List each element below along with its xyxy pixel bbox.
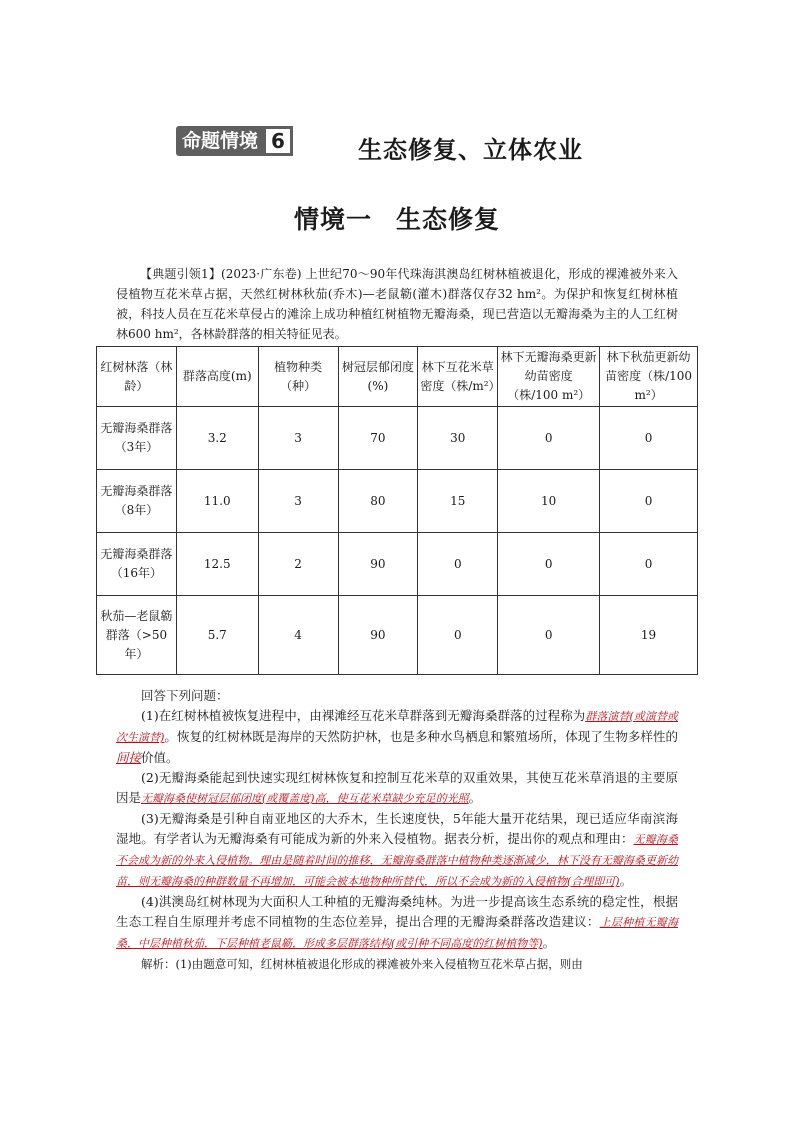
intro-paragraph	[116, 264, 678, 344]
question-text: (3)无瓣海桑是引种自南亚地区的大乔木，生长速度快，5年能大量开花结果，现已适应华南滨海湿地。有学者认为无瓣海桑有可能成为新的外来入侵植物。据表分析，提出你的观点和理由：	[116, 811, 678, 846]
table-row	[97, 407, 698, 470]
header-cell: 林下无瓣海桑更新幼苗密度（株/100 m²）	[498, 347, 600, 407]
question-2	[116, 768, 678, 809]
intro-text: 【典题引领1】(2023·广东卷) 上世纪70～90年代珠海淇澳岛红树林植被退化，形成的裸滩被外来入侵植物互花米草占据，天然红树林秋茄(乔木)—老鼠簕(灌木)群落仅存32 hm²。为保护和恢复红树林植被，科技人员在互花米草侵占的滩涂上成功种植红树植物无瓣海桑，现已营造以无瓣海桑为主的人工红树林600 hm²，各林龄群落的相关特征见表。	[116, 267, 678, 341]
header-cell: 植物种类（种）	[258, 347, 338, 407]
community-table	[96, 346, 698, 675]
table-cell: 4	[258, 596, 338, 675]
section-header	[176, 124, 636, 164]
answer-text: 无瓣海桑使树冠层郁闭度(或覆盖度)高，使互花米草缺少充足的光照	[141, 792, 469, 805]
table-cell: 19	[600, 596, 698, 675]
badge-number: 6	[266, 126, 293, 156]
table-row	[97, 596, 698, 675]
table-cell: 无瓣海桑群落（16年）	[97, 533, 177, 596]
table-cell: 3.2	[176, 407, 258, 470]
explanation-text: (1)由题意可知，红树林植被退化形成的裸滩被外来入侵植物互花米草占据，则由	[175, 957, 583, 971]
table-row	[97, 470, 698, 533]
question-text: 价值。	[141, 750, 179, 765]
answer-text: 上层种植无瓣海桑，中层种植秋茄，下层种植老鼠簕，形成多层群落结构(或引种不同高度的红树植物等)	[116, 916, 678, 950]
answer-text: 无瓣海桑不会成为新的外来入侵植物。理由是随着时间的推移，无瓣海桑群落中植物种类逐渐减少，林下没有无瓣海桑更新幼苗，则无瓣海桑的种群数量不再增加，可能会被本地物种所替代，所以不会成为新的入侵植物(合理即可)	[116, 833, 678, 888]
table-row	[97, 533, 698, 596]
table-cell: 0	[600, 407, 698, 470]
badge-label: 命题情境	[176, 126, 266, 156]
table-cell: 3	[258, 470, 338, 533]
header-cell: 红树林落（林龄）	[97, 347, 177, 407]
table-cell: 0	[418, 596, 498, 675]
question-text: (4)淇澳岛红树林现为大面积人工种植的无瓣海桑纯林。为进一步提高该生态系统的稳定性，根据生态工程自生原理并考虑不同植物的生态位差异，提出合理的无瓣海桑群落改造建议：	[116, 894, 678, 929]
table-cell: 0	[498, 533, 600, 596]
table-cell: 11.0	[176, 470, 258, 533]
table-cell: 0	[600, 533, 698, 596]
table-cell: 10	[498, 470, 600, 533]
table-cell: 5.7	[176, 596, 258, 675]
table-cell: 0	[600, 470, 698, 533]
table-cell: 无瓣海桑群落（3年）	[97, 407, 177, 470]
question-text: (2)无瓣海桑能起到快速实现红树林恢复和控制互花米草的双重效果，其使互花米草消退的主要原因是	[116, 770, 678, 805]
question-text: 。	[468, 790, 482, 805]
questions-prompt: 回答下列问题：	[141, 688, 229, 703]
question-1	[116, 706, 678, 768]
answer-text: 群落演替(或演替或次生演替)	[116, 710, 678, 744]
table-cell: 12.5	[176, 533, 258, 596]
answer-text: 间接	[116, 750, 142, 765]
page-title: 生态修复、立体农业	[358, 136, 583, 164]
table-cell: 90	[338, 596, 418, 675]
table-cell: 80	[338, 470, 418, 533]
table-cell: 90	[338, 533, 418, 596]
table-cell: 无瓣海桑群落（8年）	[97, 470, 177, 533]
table-cell: 0	[418, 533, 498, 596]
header-cell: 林下秋茄更新幼苗密度（株/100 m²）	[600, 347, 698, 407]
question-text: 。恢复的红树林既是海岸的天然防护林，也是多种水鸟栖息和繁殖场所，体现了生物多样性的	[164, 729, 678, 744]
table-cell: 15	[418, 470, 498, 533]
table-cell: 秋茄—老鼠簕群落（>50年）	[97, 596, 177, 675]
header-cell: 林下互花米草密度（株/m²）	[418, 347, 498, 407]
section-label: 情境一	[293, 205, 372, 234]
explanation-label: 解析：	[141, 957, 176, 971]
table-cell: 2	[258, 533, 338, 596]
question-4	[116, 892, 678, 954]
questions-block	[116, 686, 678, 974]
explanation	[116, 954, 678, 974]
question-text: (1)在红树林植被恢复进程中，由裸滩经互花米草群落到无瓣海桑群落的过程称为	[141, 708, 586, 723]
topic-badge	[176, 126, 293, 156]
header-cell: 树冠层郁闭度(%)	[338, 347, 418, 407]
table-header-row	[97, 347, 698, 407]
table-cell: 3	[258, 407, 338, 470]
table-cell: 70	[338, 407, 418, 470]
question-text: 。	[619, 873, 633, 888]
section-title	[0, 200, 794, 236]
table-cell: 0	[498, 407, 600, 470]
table-cell: 30	[418, 407, 498, 470]
header-cell: 群落高度(m)	[176, 347, 258, 407]
table-cell: 0	[498, 596, 600, 675]
question-text: 。	[542, 935, 556, 950]
section-name: 生态修复	[396, 205, 501, 234]
question-3	[116, 809, 678, 892]
